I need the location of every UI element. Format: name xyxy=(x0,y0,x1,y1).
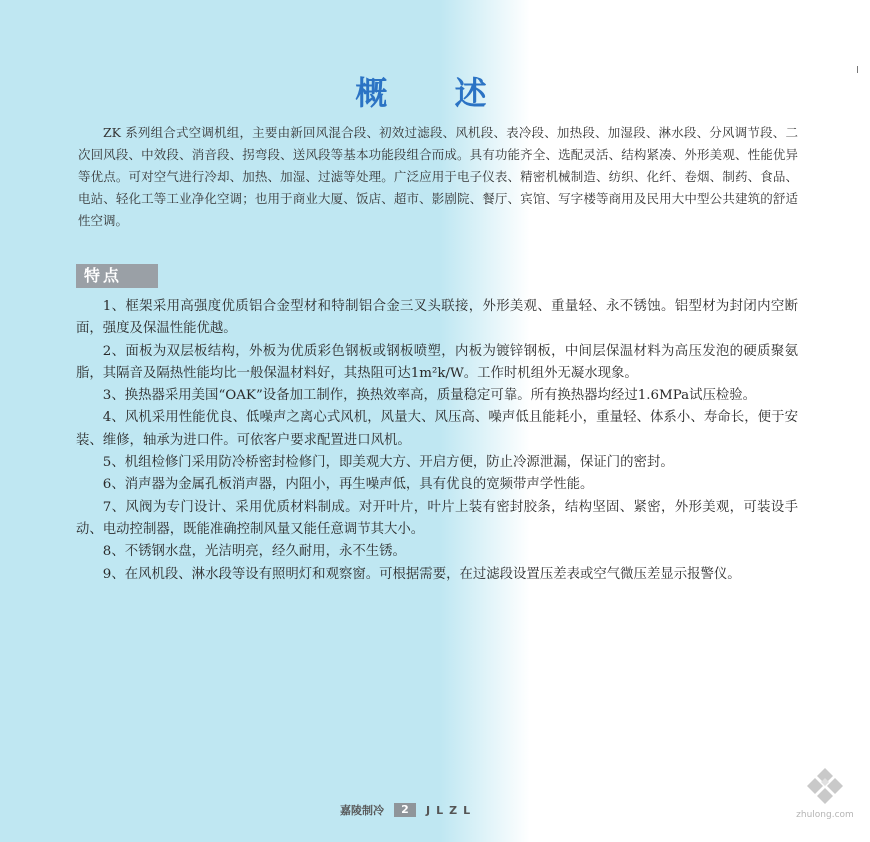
feature-item: 9、在风机段、淋水段等设有照明灯和观察窗。可根据需要，在过滤段设置压差表或空气微压差显示报警仪。 xyxy=(102,566,741,582)
feature-item: 1、框架采用高强度优质铝合金型材和特制铝合金三叉头联接，外形美观、重量轻、永不锈蚀。铝型材为封闭内空断面，强度及保温性能优越。 xyxy=(76,299,798,337)
feature-item: 4、风机采用性能优良、低噪声之离心式风机，风量大、风压高、噪声低且能耗小，重量轻、体系小、寿命长，便于安装、维修，轴承为进口件。可依客户要求配置进口风机。 xyxy=(76,410,798,448)
page-footer xyxy=(340,800,476,820)
feature-item: 3、换热器采用美国“OAK”设备加工制作，换热效率高，质量稳定可靠。所有换热器均经过1.6MPa试压检验。 xyxy=(102,388,757,404)
feature-item: 2、面板为双层板结构，外板为优质彩色钢板或钢板喷塑，内板为镀锌钢板，中间层保温材料为高压发泡的硬质聚氨脂，其隔音及隔热性能均比一般保温材料好，其热阻可达1m²k/W。工作时机组外无凝水现象。 xyxy=(76,343,798,381)
watermark-logo-icon xyxy=(803,766,847,806)
section-header-features: 特点 xyxy=(76,264,158,288)
footer-brand: 嘉陵制冷 xyxy=(340,804,384,817)
watermark xyxy=(790,766,860,822)
footer-code: JLZL xyxy=(426,803,477,817)
page-title: 概 述 xyxy=(355,74,515,112)
watermark-text: zhulong.com xyxy=(796,810,854,820)
feature-item: 6、消声器为金属孔板消声器，内阻小，再生噪声低，具有优良的宽频带声学性能。 xyxy=(102,477,594,493)
feature-item: 5、机组检修门采用防冷桥密封检修门，即美观大方、开启方便，防止冷源泄漏，保证门的密封。 xyxy=(102,455,674,471)
feature-item: 8、不锈钢水盘，光洁明亮，经久耐用，永不生锈。 xyxy=(102,544,406,560)
page-number: 2 xyxy=(394,803,416,817)
feature-list xyxy=(76,296,798,586)
intro-paragraph: ZK 系列组合式空调机组，主要由新回风混合段、初效过滤段、风机段、表冷段、加热段、加湿段、淋水段、分风调节段、二次回风段、中效段、消音段、拐弯段、送风段等基本功能段组合而成。具有功能齐全、选配灵活、结构紧凑、外形美观、性能优异等优点。可对空气进行冷却、加热、加湿、过滤等处理。广泛应用于电子仪表、精密机械制造、纺织、化纤、卷烟、制药、食品、电站、轻化工等工业净化空调；也用于商业大厦、饭店、超市、影剧院、餐厅、宾馆、写字楼等商用及民用大中型公共建筑的舒适性空调。 xyxy=(78,125,798,228)
feature-item: 7、风阀为专门设计、采用优质材料制成。对开叶片，叶片上装有密封胶条，结构坚固、紧密，外形美观，可装设手动、电动控制器，既能准确控制风量又能任意调节其大小。 xyxy=(76,499,798,537)
